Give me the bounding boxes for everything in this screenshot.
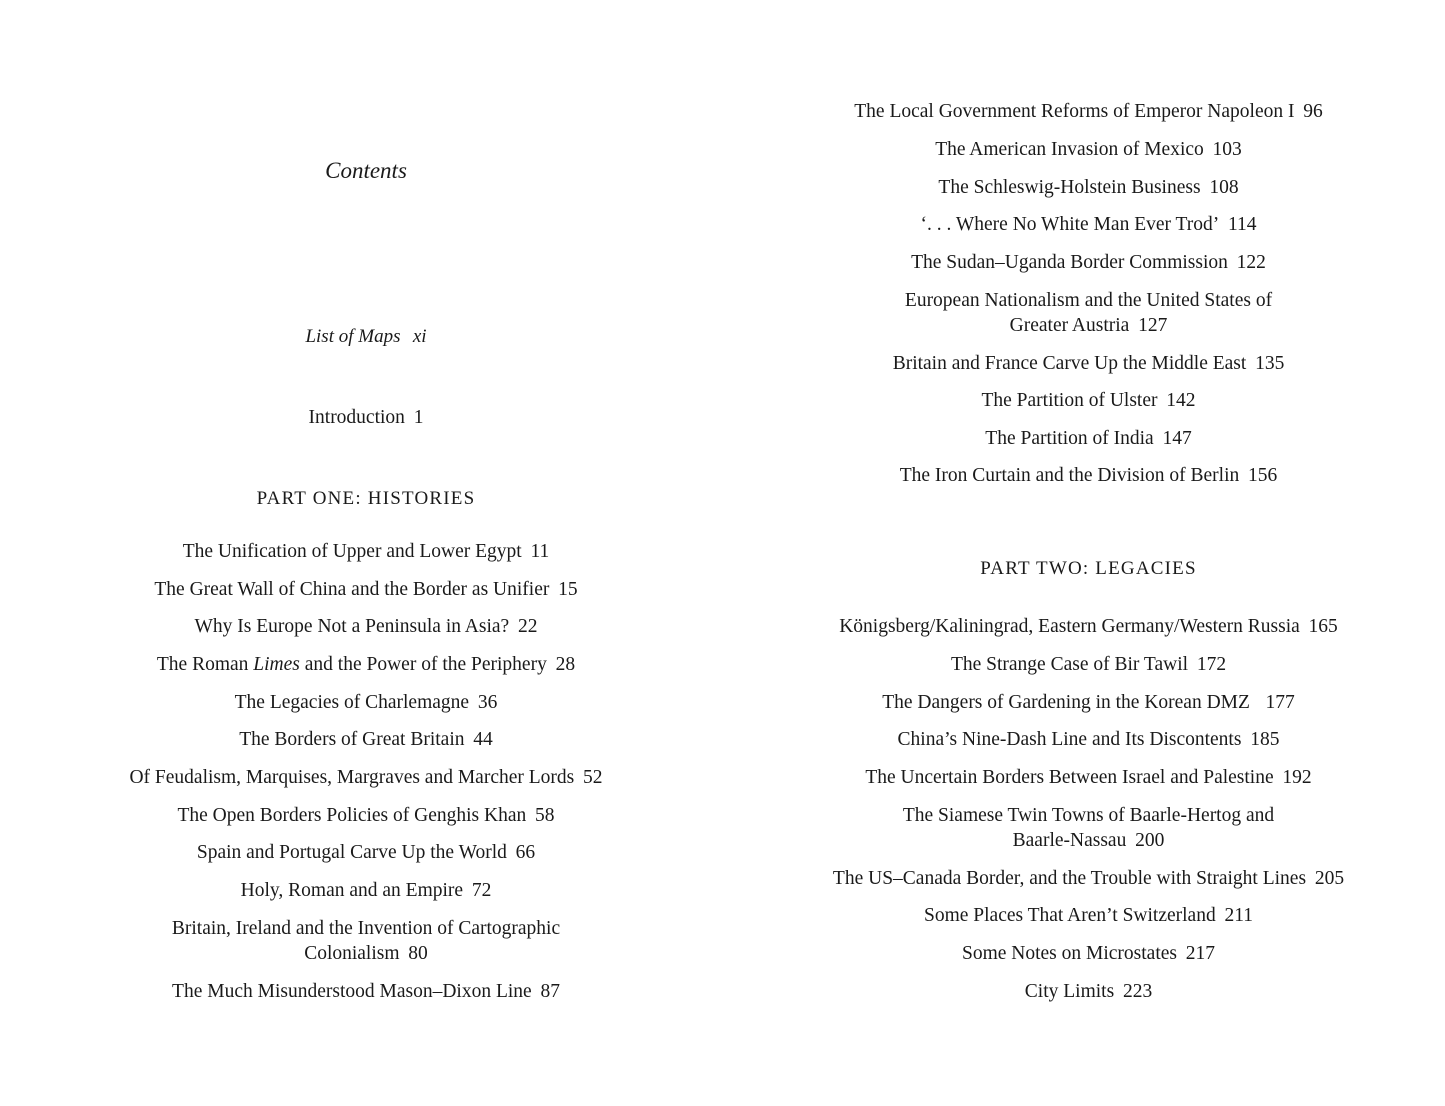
toc-entry-page: 108 [1209, 177, 1239, 198]
toc-entry-introduction[interactable] [0, 405, 732, 430]
toc-entry-label: ‘. . . Where No White Man Ever Trod’ [920, 214, 1220, 235]
toc-entry-label: The Open Borders Policies of Genghis Khan [177, 805, 527, 826]
toc-entry-page: 185 [1250, 729, 1280, 750]
toc-entry[interactable] [0, 979, 732, 1004]
part-two-heading: PART TWO: LEGACIES [980, 558, 1197, 579]
toc-entry[interactable] [0, 539, 732, 564]
toc-entry-multiline[interactable] [732, 288, 1445, 338]
toc-entry-page: xi [412, 326, 427, 347]
toc-entry-page: 1 [413, 407, 424, 428]
toc-entry[interactable] [732, 903, 1445, 928]
toc-entry-page: 223 [1122, 981, 1153, 1002]
toc-entry-label: and the Power of the Periphery [304, 654, 547, 675]
toc-entry-multiline[interactable] [0, 916, 732, 966]
toc-entry-page: 122 [1236, 252, 1266, 273]
toc-entry-label-line1: The Siamese Twin Towns of Baarle-Hertog and [902, 805, 1275, 826]
toc-entry-page: 114 [1228, 214, 1257, 235]
toc-entry-page: 58 [535, 805, 555, 826]
toc-entry[interactable] [0, 878, 732, 903]
contents-title: Contents [325, 158, 407, 183]
toc-entry-page: 66 [515, 842, 536, 863]
toc-entry[interactable] [0, 803, 732, 828]
toc-entry-label: China’s Nine-Dash Line and Its Discontents [897, 729, 1242, 750]
toc-entry-label: The Schleswig-Holstein Business [938, 177, 1201, 198]
toc-entry-page: 44 [473, 729, 493, 750]
toc-entry-page: 165 [1308, 616, 1338, 637]
toc-entry-label: Königsberg/Kaliningrad, Eastern Germany/Western Russia [839, 616, 1300, 637]
toc-entry-label: List of Maps [305, 326, 401, 347]
toc-entry[interactable] [732, 463, 1445, 488]
toc-entry-label: Some Places That Aren’t Switzerland [923, 905, 1216, 926]
toc-entry[interactable] [732, 941, 1445, 966]
toc-entry-label-line2: Baarle-Nassau [1012, 830, 1127, 851]
toc-entry[interactable] [732, 727, 1445, 752]
toc-entry-label: The US–Canada Border, and the Trouble with Straight Lines [832, 868, 1307, 889]
toc-entry-label-line2: Greater Austria [1009, 315, 1130, 336]
toc-entry[interactable] [0, 614, 732, 639]
toc-entry-page: 147 [1162, 428, 1192, 449]
toc-entry[interactable] [732, 426, 1445, 451]
toc-entry[interactable] [732, 99, 1445, 124]
toc-entry-page: 192 [1282, 767, 1312, 788]
toc-entry-page: 36 [477, 692, 498, 713]
toc-entry-page: 96 [1303, 101, 1323, 122]
toc-entry[interactable] [732, 866, 1445, 891]
toc-entry-label: Of Feudalism, Marquises, Margraves and Marcher Lords [129, 767, 575, 788]
toc-entry-label: The Strange Case of Bir Tawil [950, 654, 1189, 675]
toc-entry-page: 28 [555, 654, 576, 675]
toc-entry-page: 80 [408, 943, 428, 964]
toc-entry-label-italic: Limes [253, 654, 300, 675]
toc-entry-label: The Much Misunderstood Mason–Dixon Line [172, 981, 532, 1002]
toc-entry-label: Some Notes on Microstates [961, 943, 1177, 964]
toc-entry[interactable] [732, 175, 1445, 200]
toc-entry[interactable] [732, 690, 1445, 715]
right-page [732, 0, 1445, 1106]
toc-entry-page: 156 [1248, 465, 1278, 486]
toc-entry[interactable] [732, 765, 1445, 790]
toc-entry-multiline[interactable] [732, 803, 1445, 853]
toc-entry-page: 135 [1255, 353, 1285, 374]
toc-entry-page: 87 [540, 981, 560, 1002]
toc-entry-label: The Sudan–Uganda Border Commission [911, 252, 1228, 273]
toc-entry-label-line2: Colonialism [304, 943, 400, 964]
toc-entry-label-line1: Britain, Ireland and the Invention of Cartographic [171, 918, 561, 939]
toc-entry-label: The Borders of Great Britain [239, 729, 465, 750]
toc-entry-page: 205 [1314, 868, 1345, 889]
toc-entry-label: The Uncertain Borders Between Israel and Palestine [865, 767, 1274, 788]
toc-entry[interactable] [732, 652, 1445, 677]
toc-entry[interactable] [0, 652, 732, 677]
toc-entry-page: 22 [517, 616, 538, 637]
toc-entry[interactable] [0, 765, 732, 790]
toc-entry-label: The Partition of Ulster [981, 390, 1158, 411]
toc-entry-label: City Limits [1024, 981, 1115, 1002]
toc-entry-list-of-maps[interactable] [0, 326, 732, 348]
toc-entry-label: The Roman [156, 654, 249, 675]
toc-entry[interactable] [732, 250, 1445, 275]
toc-entry-label-line1: European Nationalism and the United States of [904, 290, 1273, 311]
toc-entry-label: The Local Government Reforms of Emperor Napoleon I [854, 101, 1295, 122]
toc-entry-page: 217 [1185, 943, 1216, 964]
toc-entry-label: The Unification of Upper and Lower Egypt [182, 541, 522, 562]
toc-entry-label: The Dangers of Gardening in the Korean DMZ [882, 692, 1250, 713]
toc-entry[interactable] [732, 212, 1445, 237]
toc-entry-label: Holy, Roman and an Empire [240, 880, 464, 901]
toc-entry-page: 72 [471, 880, 492, 901]
toc-entry[interactable] [732, 614, 1445, 639]
toc-entry[interactable] [0, 727, 732, 752]
toc-entry[interactable] [0, 577, 732, 602]
toc-entry-label: The Great Wall of China and the Border as Unifier [154, 579, 550, 600]
toc-entry-label: The Partition of India [985, 428, 1154, 449]
toc-entry[interactable] [732, 137, 1445, 162]
toc-entry-page: 142 [1166, 390, 1196, 411]
toc-entry[interactable] [0, 690, 732, 715]
toc-entry-label: Britain and France Carve Up the Middle East [892, 353, 1247, 374]
toc-entry-page: 103 [1212, 139, 1242, 160]
toc-entry-page: 211 [1224, 905, 1254, 926]
toc-entry-page: 127 [1138, 315, 1168, 336]
toc-entry-page: 11 [530, 541, 550, 562]
toc-entry-label: The Legacies of Charlemagne [234, 692, 470, 713]
toc-entry[interactable] [732, 351, 1445, 376]
toc-entry-label: The Iron Curtain and the Division of Berlin [899, 465, 1240, 486]
toc-entry-label: Why Is Europe Not a Peninsula in Asia? [194, 616, 510, 637]
toc-entry-label: Spain and Portugal Carve Up the World [196, 842, 507, 863]
toc-entry[interactable] [732, 979, 1445, 1004]
toc-entry-page: 52 [583, 767, 603, 788]
toc-entry-label: The American Invasion of Mexico [935, 139, 1204, 160]
toc-entry-page: 177 [1265, 692, 1295, 713]
toc-entry-page: 15 [558, 579, 578, 600]
toc-entry-page: 172 [1196, 654, 1227, 675]
toc-entry-label: Introduction [308, 407, 405, 428]
toc-entry[interactable] [732, 388, 1445, 413]
toc-entry[interactable] [0, 840, 732, 865]
part-one-heading: PART ONE: HISTORIES [256, 488, 476, 509]
toc-entry-page: 200 [1135, 830, 1165, 851]
